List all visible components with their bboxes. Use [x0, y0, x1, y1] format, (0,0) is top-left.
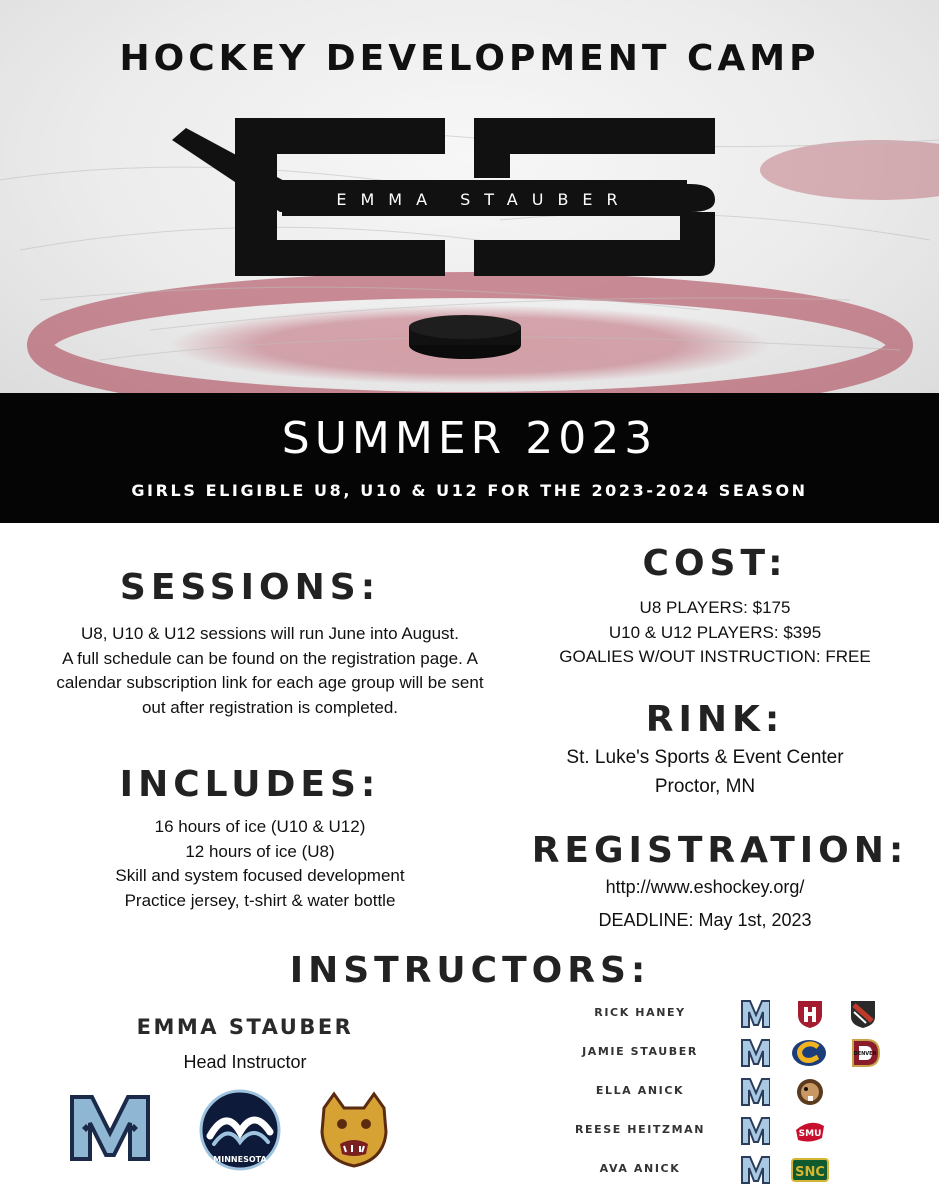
- registration-url[interactable]: http://www.eshockey.org/: [605, 877, 805, 897]
- sessions-heading: SESSIONS:: [119, 567, 381, 608]
- registration-deadline: DEADLINE: May 1st, 2023: [598, 910, 812, 930]
- roster-row: [540, 999, 939, 1029]
- snc-wordmark: SNC: [795, 1165, 825, 1180]
- umd-bulldog-icon: [316, 1090, 392, 1168]
- includes-line: 12 hours of ice (U8): [185, 841, 335, 861]
- eau-claire-c-icon: [790, 1038, 828, 1068]
- denver-wordmark: DENVER: [853, 1051, 877, 1057]
- denver-d-icon: [845, 1038, 883, 1068]
- sessions-text: [20, 622, 520, 720]
- season-title: SUMMER 2023: [281, 413, 658, 464]
- roster-row: [540, 1155, 939, 1185]
- includes-line: 16 hours of ice (U10 & U12): [154, 817, 366, 836]
- roster-name: REESE HEITZMAN: [574, 1123, 706, 1136]
- minnesota-m-icon: [68, 1093, 152, 1163]
- page-title: HOCKEY DEVELOPMENT CAMP: [119, 38, 820, 79]
- cost-line: GOALIES W/OUT INSTRUCTION: FREE: [559, 647, 871, 666]
- minnesota-m-icon: [740, 1155, 770, 1185]
- instructors-heading: INSTRUCTORS:: [289, 950, 651, 991]
- registration-heading: REGISTRATION:: [531, 830, 909, 871]
- includes-heading: INCLUDES:: [119, 764, 381, 805]
- rink-text: [520, 743, 890, 801]
- harvard-shield-icon: [795, 999, 825, 1029]
- sessions-line: calendar subscription link for each age group will be sent: [56, 673, 484, 692]
- sessions-line: out after registration is completed.: [141, 697, 399, 717]
- smu-wordmark: SMU: [798, 1129, 822, 1139]
- head-instructor-role: Head Instructor: [183, 1052, 307, 1072]
- cost-heading: COST:: [642, 543, 788, 584]
- head-instructor-name: EMMA STAUBER: [136, 1015, 354, 1039]
- roster-name: ELLA ANICK: [595, 1084, 685, 1097]
- season-banner: [0, 393, 939, 523]
- snc-icon: [790, 1155, 830, 1185]
- includes-line: Skill and system focused development: [115, 866, 405, 885]
- logo-name: EMMA STAUBER: [336, 190, 632, 209]
- smu-icon: [792, 1116, 828, 1146]
- sessions-line: A full schedule can be found on the registration page. A: [62, 648, 478, 668]
- minnesota-m-icon: [740, 1038, 770, 1068]
- roster-row: [540, 1077, 939, 1107]
- minnesota-whitecaps-icon: [198, 1088, 282, 1172]
- roster-name: RICK HANEY: [594, 1006, 686, 1019]
- cost-line: U10 & U12 PLAYERS: $395: [608, 622, 822, 642]
- roster-row: [540, 1116, 939, 1146]
- rink-heading: RINK:: [645, 699, 785, 740]
- dark-crest-icon: [848, 999, 878, 1029]
- minnesota-m-icon: [740, 1077, 770, 1107]
- sessions-line: U8, U10 & U12 sessions will run June into August.: [81, 624, 459, 643]
- minnesota-m-icon: [740, 1116, 770, 1146]
- eligibility-text: GIRLS ELIGIBLE U8, U10 & U12 FOR THE 2023-2024 SEASON: [131, 481, 808, 500]
- roster-row: [540, 1038, 939, 1068]
- es-logo: [0, 0, 939, 393]
- whitecaps-wordmark: MINNESOTA: [213, 1155, 267, 1164]
- cost-line: U8 PLAYERS: $175: [639, 598, 791, 617]
- includes-text: [50, 815, 470, 913]
- roster-name: JAMIE STAUBER: [582, 1045, 698, 1058]
- includes-line: Practice jersey, t-shirt & water bottle: [124, 890, 396, 910]
- beaver-icon: [794, 1077, 824, 1107]
- roster-name: AVA ANICK: [599, 1162, 681, 1175]
- hero-section: [0, 0, 939, 393]
- minnesota-m-icon: [740, 999, 770, 1029]
- rink-line: Proctor, MN: [654, 776, 756, 797]
- rink-line: St. Luke's Sports & Event Center: [566, 747, 844, 768]
- cost-text: [520, 596, 910, 670]
